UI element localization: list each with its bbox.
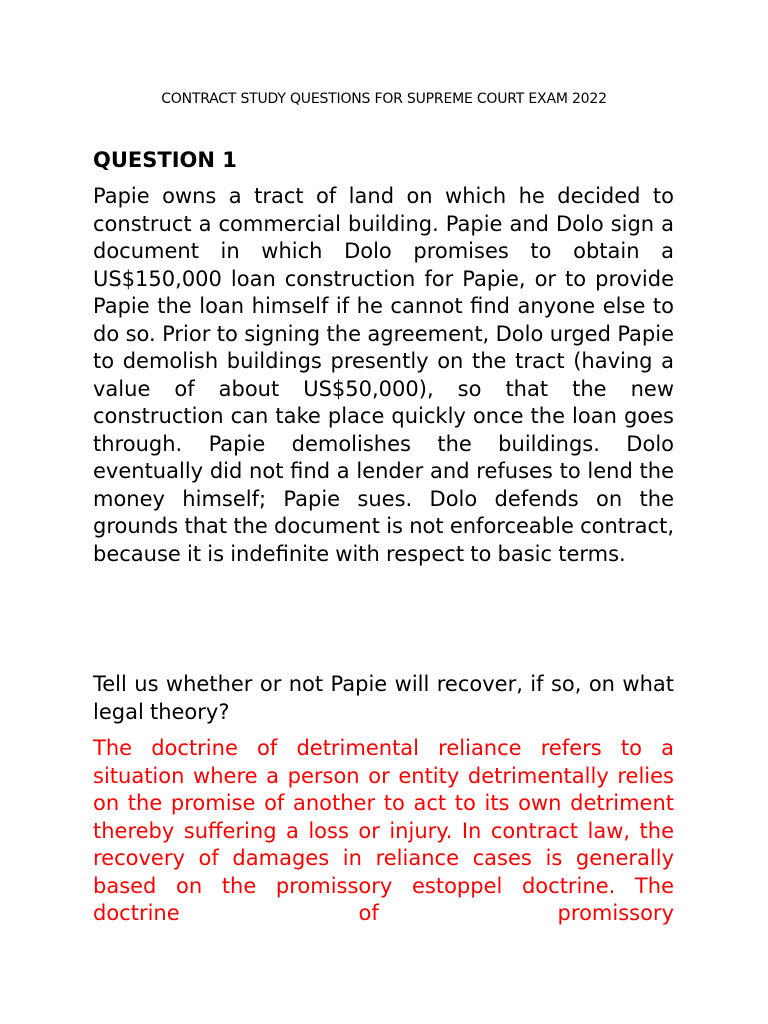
document-title: CONTRACT STUDY QUESTIONS FOR SUPREME COURT EXAM 2022 [161,91,607,107]
answer-text: The doctrine of detrimental reliance refers to a situation where a person or entity detrimentally relies on the promise of another to act to its own detriment thereby suffering a loss or injury. In contract law, the recovery of damages in reliance cases is generally based on the promissory estoppel doctrine. The doctrine of promissory [93,736,674,925]
question-heading: QUESTION 1 [93,148,237,172]
question-prompt: Tell us whether or not Papie will recover, if so, on what legal theory? [93,672,674,724]
question-text: Papie owns a tract of land on which he decided to construct a commercial building. Papie and Dolo sign a document in which Dolo promises to obtain a US$150,000 loan construction for Papie, or to provide Papie the loan himself if he cannot find anyone else to do so. Prior to signing the agreement, Dolo urged Papie to demolish buildings presently on the tract (having a value of about US$50,000), so that the new construction can take place quickly once the loan goes through. Papie demolishes the buildings. Dolo eventually did not find a lender and refuses to lend the money himself; Papie sues. Dolo defends on the grounds that the document is not enforceable contract, because it is indefinite with respect to basic terms. [93,184,674,566]
